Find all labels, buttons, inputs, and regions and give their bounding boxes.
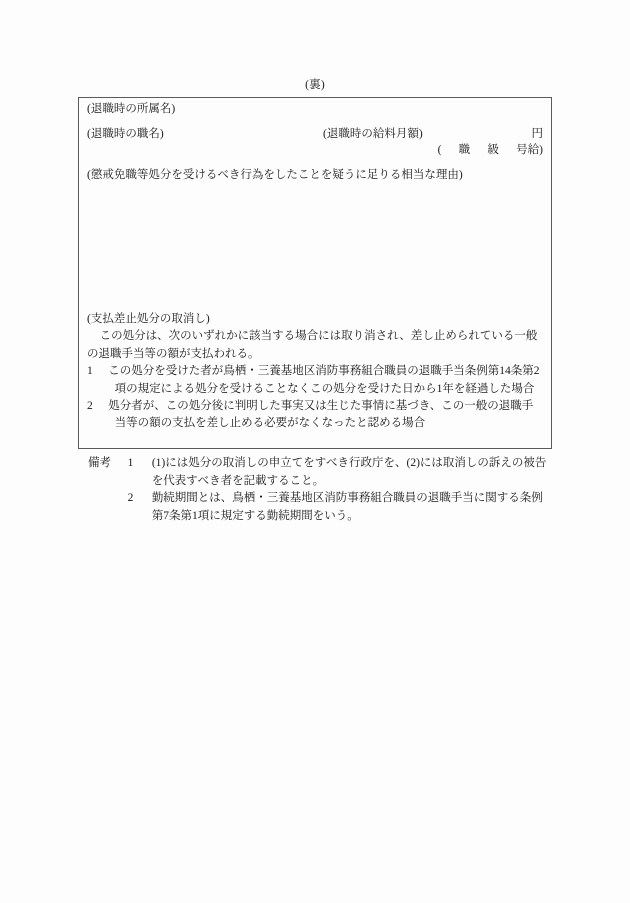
cancellation-item-text: 処分者が、この処分後に判明した事実又は生じた事情に基づき、この一般の退職手当等の額の支払を差し止める必要がなくなったと認める場合	[108, 400, 534, 430]
reason-cell	[79, 164, 551, 306]
remarks-section	[88, 455, 558, 525]
salary-unit: 円	[531, 128, 543, 140]
table-row-affiliation	[79, 98, 551, 123]
remarks-item	[88, 490, 558, 525]
remarks-item	[88, 455, 558, 490]
table-row-job-title-salary	[79, 123, 551, 164]
salary-grade-line: ( 職 級 号給)	[437, 144, 543, 156]
retirement-allowance-form-table	[78, 97, 552, 449]
job-title-cell	[79, 123, 315, 164]
salary-cell	[315, 123, 551, 164]
remarks-item-text: 勤続期間とは、鳥栖・三養基地区消防事務組合職員の退職手当に関する条例第7条第1項に規定する勤続期間をいう。	[151, 492, 543, 522]
page-side-label: (裏)	[305, 79, 325, 91]
remarks-item-number: 1	[127, 457, 134, 469]
cancellation-item-text: この処分を受けた者が鳥栖・三養基地区消防事務組合職員の退職手当条例第14条第2項の規定による処分を受けることなくこの処分を受けた日から1年を経過した場合	[108, 365, 540, 395]
cancellation-item	[87, 363, 543, 398]
affiliation-label: (退職時の所属名)	[87, 103, 176, 115]
cancellation-cell	[79, 306, 551, 448]
cancellation-heading: (支払差止処分の取消し)	[87, 313, 210, 325]
cancellation-intro: この処分は、次のいずれかに該当する場合には取り消され、差し止められている一般の退職手当等の額が支払われる。	[87, 330, 538, 360]
table-row-reason	[79, 164, 551, 306]
cancellation-item	[87, 398, 543, 433]
salary-label: (退職時の給料月額)	[323, 128, 423, 140]
remarks-label: 備考	[88, 457, 111, 469]
job-title-label: (退職時の職名)	[87, 128, 164, 140]
table-row-cancellation	[79, 306, 551, 448]
affiliation-cell	[79, 98, 551, 123]
cancellation-item-number: 1	[87, 365, 93, 378]
remarks-item-number: 2	[127, 492, 134, 505]
reason-label: (懲戒免職等処分を受けるべき行為をしたことを疑うに足りる相当な理由)	[87, 169, 463, 181]
cancellation-item-number: 2	[87, 400, 93, 413]
remarks-item-text: (1)には処分の取消しの申立てをすべき行政庁を、(2)には取消しの訴えの被告を代表すべき者を記載すること。	[151, 457, 547, 487]
